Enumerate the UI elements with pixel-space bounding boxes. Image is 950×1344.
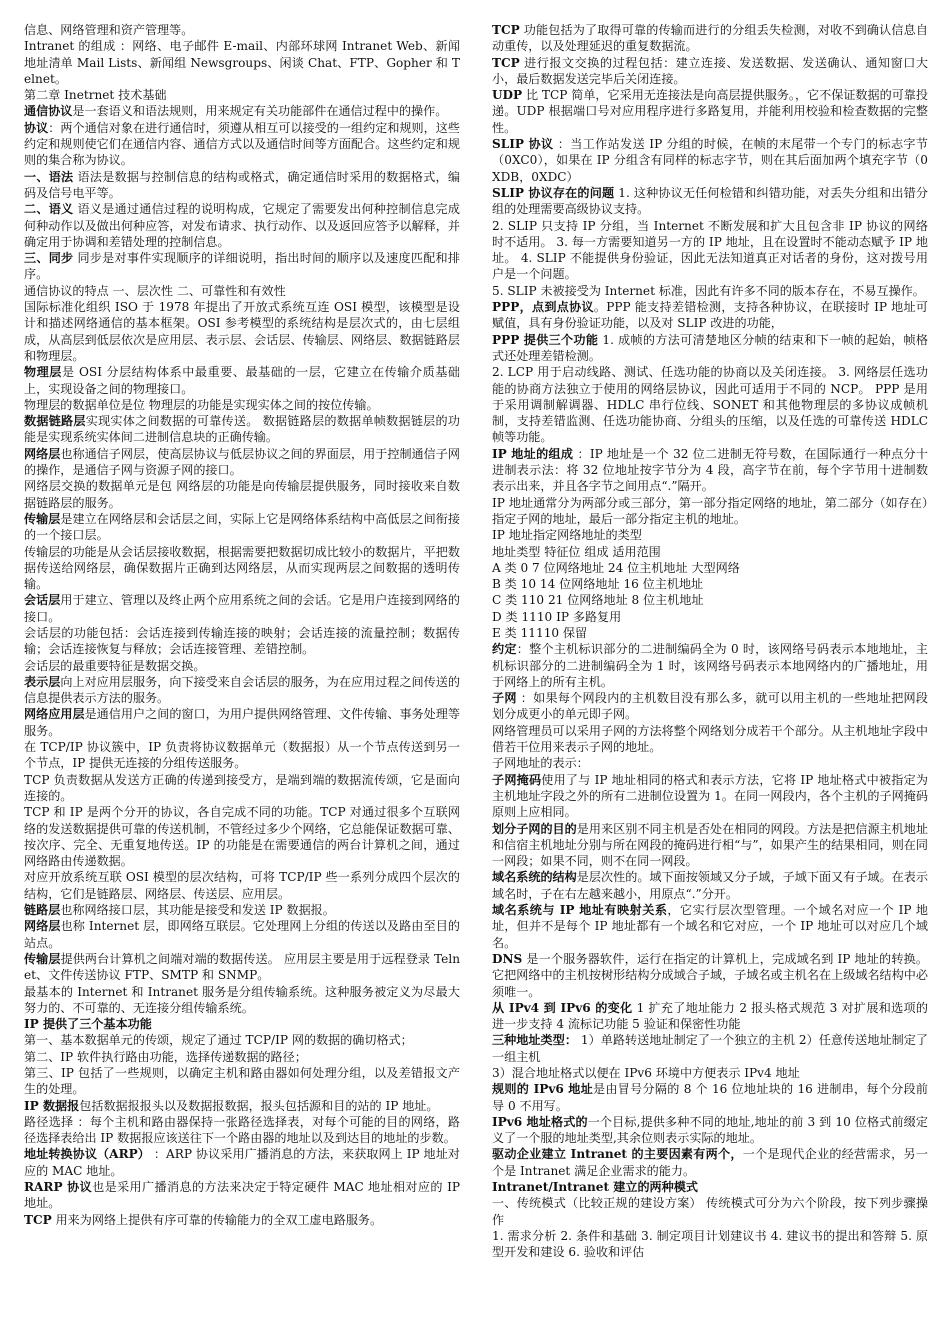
paragraph-text: C 类 110 21 位网络地址 8 位主机地址 xyxy=(492,593,704,608)
paragraph xyxy=(24,592,460,625)
paragraph xyxy=(24,1212,460,1228)
paragraph xyxy=(24,103,460,119)
paragraph xyxy=(492,1081,928,1114)
bold-term: 会话层 xyxy=(24,593,61,608)
paragraph-text: 是一个服务器软件，运行在指定的计算机上，完成域名到 IP 地址的转换。它把网络中的主机按树形结构分成域合子域，子域名或主机名在上级域名结构中必须唯一。 xyxy=(492,951,928,999)
paragraph xyxy=(24,299,460,364)
paragraph-text: 也是采用广播消息的方法来决定于特定硬件 MAC 地址相对应的 IP 地址。 xyxy=(24,1180,460,1211)
paragraph xyxy=(24,1146,460,1179)
paragraph-text: ：如果每个网段内的主机数目没有那么多，就可以用主机的一些地址把网段划分成更小的单元即子网。 xyxy=(492,691,928,722)
paragraph-text: TCP 负责数据从发送方正确的传递到接受方，是端到端的数据流传颂，它是面向连接的。 xyxy=(24,772,460,803)
paragraph xyxy=(24,169,460,202)
paragraph xyxy=(24,869,460,902)
paragraph xyxy=(492,218,928,283)
paragraph xyxy=(24,87,460,103)
paragraph xyxy=(492,772,928,821)
paragraph-text: 是由冒号分隔的 8 个 16 位地址块的 16 进制串，每个分段前导 0 不用写。 xyxy=(492,1082,928,1113)
bold-term: 物理层 xyxy=(24,365,62,380)
bold-term: 域名系统的结构 xyxy=(492,870,577,885)
paragraph xyxy=(492,55,928,88)
bold-term: 规则的 IPv6 地址 xyxy=(492,1082,593,1097)
paragraph-text: 实现实体之间数据的可靠传送。 数据链路层的数据单帧数据链层的功能是实现系统实体间二进制信息块的正确传输。 xyxy=(24,414,460,445)
bold-term: Intranet/Intranet 建立的两种模式 xyxy=(492,1180,698,1195)
paragraph xyxy=(24,413,460,446)
paragraph xyxy=(24,511,460,544)
bold-term: 传输层 xyxy=(24,951,61,966)
paragraph-text: 通信协议的特点 一、层次性 二、可靠性和有效性 xyxy=(24,283,286,298)
paragraph xyxy=(492,592,928,608)
paragraph-text: 最基本的 Internet 和 Intranet 服务是分组传输系统。这种服务被定义为尽最大努力的、不可靠的、无连接分组传输系统。 xyxy=(24,984,460,1015)
paragraph xyxy=(492,136,928,185)
paragraph-text: 提供两台计算机之间端对端的数据传送。 应用层主要是用于远程登录 Telnet、文件传送协议 FTP、SMTP 和 SNMP。 xyxy=(24,951,460,983)
paragraph-text: 是一套语义和语法规则，用来规定有关功能部件在通信过程中的操作。 xyxy=(72,104,448,119)
bold-term: 通信协议 xyxy=(24,104,73,119)
bold-term: RARP 协议 xyxy=(24,1180,93,1195)
paragraph-text: ：IP 地址是一个 32 位二进制无符号数，在国际通行一种点分十进制表示法：将 32 位地址按字节分为 4 段，高字节在前，每个字节用十进制数表示出来，并且各字节之间用点“.”隔开。 xyxy=(492,446,928,494)
paragraph-text: 语法是数据与控制信息的结构或格式，确定通信时采用的数据格式，编码及信号电平等。 xyxy=(24,169,460,200)
bold-term: 驱动企业建立 Intranet 的主要因素有两个， xyxy=(492,1147,743,1162)
bold-term: IP 提供了三个基本功能 xyxy=(24,1017,152,1032)
paragraph-text: 是通信用户之间的窗口，为用户提供网络管理、文件传输、事务处理等服务。 xyxy=(24,707,460,738)
bold-term: 协议 xyxy=(24,120,49,135)
paragraph-text: IP 地址通常分为两部分或三部分，第一部分指定网络的地址，第二部分（如存在）指定子网的地址，最后一部分指定主机的地址。 xyxy=(492,495,928,526)
paragraph-text: 5. SLIP 未被接受为 Internet 标准，因此有许多不同的版本存在，不易互操作。 xyxy=(492,283,925,298)
paragraph xyxy=(492,1114,928,1147)
paragraph-text: 包括数据报报头以及数据报数据，报头包括源和目的站的 IP 地址。 xyxy=(79,1098,439,1113)
paragraph xyxy=(492,527,928,543)
bold-term: 表示层 xyxy=(24,674,61,689)
paragraph xyxy=(24,1179,460,1212)
bold-term: TCP xyxy=(24,1212,52,1227)
bold-term: IPv6 地址格式的 xyxy=(492,1114,588,1129)
paragraph xyxy=(492,283,928,299)
paragraph-text: 1 扩充了地址能力 2 报头格式规范 3 对扩展和选项的进一步支持 4 流标记功能 5 验证和保密性功能 xyxy=(492,1000,928,1032)
paragraph xyxy=(24,772,460,805)
paragraph-text: 1）单路转送地址制定了一个独立的主机 2）任意传送地址制定了一组主机 xyxy=(492,1033,928,1064)
paragraph xyxy=(492,1195,928,1228)
paragraph-text: 1. 需求分析 2. 条件和基础 3. 制定项目计划建议书 4. 建议书的提出和答辩 5. 原型开发和建设 6. 验收和评估 xyxy=(492,1228,928,1260)
paragraph xyxy=(492,576,928,592)
paragraph-text: ：两个通信对象在进行通信时，须遵从相互可以接受的一组约定和规则，这些约定和规则使它们在通信内容、通信方式以及通信时间等方面配合。这些约定和规则的集合称为协议。 xyxy=(24,120,460,168)
paragraph xyxy=(24,1065,460,1098)
paragraph xyxy=(24,658,460,674)
paragraph-text: 一个是现代企业的经营需求，另一个是 Intranet 满足企业需求的能力。 xyxy=(492,1147,928,1178)
paragraph xyxy=(492,609,928,625)
paragraph-text: 第三、IP 包括了一些规则，以确定主机和路由器如何处理分组，以及差错报文产生的处理。 xyxy=(24,1066,460,1097)
paragraph-text: 第二章 Inetrnet 技术基础 xyxy=(24,88,167,103)
paragraph xyxy=(492,364,928,445)
bold-term: 三种地址类型： xyxy=(492,1033,577,1048)
paragraph-text: IP 地址指定网络地址的类型 xyxy=(492,528,642,543)
paragraph xyxy=(24,804,460,869)
paragraph-text: 传输层的功能是从会话层接收数据，根据需要把数据切成比较小的数据片，平把数据传送给网络层，确保数据片正确到达网络层，从而实现两层之间数据的透明传输。 xyxy=(24,544,460,592)
paragraph xyxy=(492,641,928,690)
paragraph-text: 在 TCP/IP 协议簇中，IP 负责将协议数据单元（数据报）从一个节点传送到另一个节点，IP 提供无连接的分组传送服务。 xyxy=(24,740,460,771)
bold-term: 域名系统与 IP 地址有映射关系 xyxy=(492,903,668,918)
paragraph-text: 语义是通过通信过程的说明构成，它规定了需要发出何种控制信息完成何种动作以及做出何种应答，对发布请求、执行动作、以及返回应答予以解释，并确定用于协调和差错处理的控制信息。 xyxy=(24,202,460,249)
paragraph xyxy=(24,38,460,87)
left-column xyxy=(24,22,460,1228)
bold-term: 划分子网的目的 xyxy=(492,821,577,836)
paragraph-text: 进行报文交换的过程包括：建立连接、发送数据、发送确认、通知窗口大小，最后数据发送完毕后关闭连接。 xyxy=(492,55,928,86)
paragraph xyxy=(492,495,928,528)
bold-term: 数据链路层 xyxy=(24,414,86,429)
paragraph xyxy=(24,446,460,479)
paragraph xyxy=(24,364,460,397)
paragraph xyxy=(492,299,928,332)
paragraph-text: 一、传统模式（比较正规的建设方案） 传统模式可分为六个阶段，按下列步骤操作 xyxy=(492,1196,928,1227)
paragraph-text: 地址类型 特征位 组成 适用范围 xyxy=(492,544,661,559)
paragraph xyxy=(24,951,460,984)
paragraph xyxy=(492,951,928,1000)
paragraph xyxy=(24,984,460,1017)
paragraph xyxy=(492,1032,928,1065)
paragraph xyxy=(24,544,460,593)
paragraph xyxy=(24,201,460,250)
paragraph-text: 国际标准化组织 ISO 于 1978 年提出了开放式系统互连 OSI 模型，该模型是设计和描述网络通信的基本框架。OSI 参考模型的系统结构是层次式的，由七层组成，从高层到低层依次是应用层、表示层、会话层、传输层、网络层、数据链路层和物理层。 xyxy=(24,300,460,363)
bold-term: TCP xyxy=(492,23,520,37)
paragraph xyxy=(24,250,460,283)
paragraph-text: ：整个主机标识部分的二进制编码全为 0 时，该网络号码表示本地地址，主机标识部分的二进制编码全为 1 时，该网络号码表示本地网络内的广播地址，用于网络上的所有主机。 xyxy=(492,642,928,689)
paragraph xyxy=(492,690,928,723)
bold-term: 网络层 xyxy=(24,919,61,934)
paragraph xyxy=(492,625,928,641)
paragraph xyxy=(24,283,460,299)
paragraph xyxy=(492,821,928,870)
paragraph-text: B 类 10 14 位网络地址 16 位主机地址 xyxy=(492,577,704,592)
paragraph xyxy=(492,446,928,495)
paragraph-text: 用于建立、管理以及终止两个应用系统之间的会话。它是用户连接到网络的接口。 xyxy=(24,593,460,624)
paragraph-text: 对应开放系统互联 OSI 模型的层次结构，可将 TCP/IP 些一系列分成四个层次的结构，它们是链路层、网络层、传送层、应用层。 xyxy=(24,870,460,901)
paragraph xyxy=(492,185,928,218)
paragraph xyxy=(492,22,928,55)
paragraph-text: E 类 11110 保留 xyxy=(492,625,588,640)
bold-term: SLIP 协议存在的问题 xyxy=(492,185,615,200)
bold-term: PPP，点到点协议 xyxy=(492,300,594,315)
bold-term: 二、语义 xyxy=(24,202,74,217)
paragraph-text: 。PPP 能支持差错检测，支持各种协议，在联接时 IP 地址可赋值，具有身份验证功能，以及对 SLIP 改进的功能， xyxy=(492,300,928,331)
bold-term: IP 数据报 xyxy=(24,1098,80,1113)
bold-term: PPP 提供三个功能 xyxy=(492,332,599,347)
paragraph-text: ：当工作站发送 IP 分组的时候，在帧的末尾带一个专门的标志字节（0XC0），如果在 IP 分组含有同样的标志字节，则在其后面加两个填充字节（0XDB，0XDC） xyxy=(492,137,928,184)
right-column xyxy=(492,22,928,1261)
paragraph-text: 使用了与 IP 地址相同的格式和表示方法，它将 IP 地址格式中被指定为主机地址字段之外的所有二进制位设置为 1。在同一网段内，各个主机的子网掩码原则上应相同。 xyxy=(492,772,928,820)
paragraph-text: 功能包括为了取得可靠的传输而进行的分组丢失检测，对收不到确认信息自动重传，以及处理延迟的重复数据流。 xyxy=(492,23,928,54)
paragraph-text: Intranet 的组成 ：网络、电子邮件 E-mail、内部环球网 Intranet Web、新闻地址清单 Mail Lists、新闻组 Newsgroups、闲谈 Chat、FTP、Gopher 和 Telnet。 xyxy=(24,39,460,86)
paragraph xyxy=(24,902,460,918)
paragraph-text: 网络管理员可以采用子网的方法将整个网络划分成若干个部分。从主机地址字段中借若干位用来表示子网的地址。 xyxy=(492,723,928,755)
paragraph-text: 一个目标,提供多种不同的地址,地址的前 3 到 10 位格式前缀定义了一个服的地址类型,其余位则表示实际的地址。 xyxy=(492,1114,928,1146)
paragraph-text: 2. LCP 用于启动线路、测试、任选功能的协商以及关闭连接。 3. 网络层任选功能的协商方法独立于使用的网络层协议，因此可适用于不同的 NCP。 PPP 是用于采用调制解调器、HDLC 串行位线、SONET 和其他物理层的多协议成帧机制，支持差错监测、任选功能协商、分组头的压缩，以及任选的可靠传送 HDLC 帧等功能。 xyxy=(492,365,928,445)
paragraph-text: 也称网络接口层，其功能是接受和发送 IP 数据报。 xyxy=(60,903,335,918)
bold-term: 三、同步 xyxy=(24,251,74,266)
paragraph-text: 是建立在网络层和会话层之间，实际上它是网络体系结构中高低层之间衔接的一个接口层。 xyxy=(24,511,460,543)
paragraph xyxy=(24,478,460,511)
paragraph xyxy=(24,918,460,951)
bold-term: TCP xyxy=(492,55,520,70)
paragraph-text: TCP 和 IP 是两个分开的协议，各自完成不同的功能。TCP 对通过很多个互联网络的发送数据提供可靠的传送机制，不管经过多少个网络，它总能保证数据可靠、按次序、完全、无重复地传送。IP 的功能是在需要通信的两台计算机之间，通过网络路由传递数据。 xyxy=(24,805,460,869)
paragraph xyxy=(24,706,460,739)
paragraph xyxy=(492,1179,928,1195)
bold-term: 约定 xyxy=(492,642,517,657)
paragraph xyxy=(24,1032,460,1048)
paragraph xyxy=(492,87,928,136)
bold-term: 地址转换协议（ARP） xyxy=(24,1147,150,1162)
paragraph xyxy=(492,332,928,365)
paragraph xyxy=(492,723,928,756)
paragraph-text: 向上对应用层服务，向下接受来自会话层的服务，为在应用过程之间传送的信息提供表示方法的服务。 xyxy=(24,674,460,706)
paragraph-text: 也称通信子网层，使高层协议与低层协议之间的界面层，用于控制通信子网的操作，是通信子网与资源子网的接口。 xyxy=(24,446,460,478)
paragraph xyxy=(492,1146,928,1179)
paragraph xyxy=(492,560,928,576)
paragraph xyxy=(24,625,460,658)
paragraph-text: 路径选择 ：每个主机和路由器保持一张路径选择表，对每个可能的目的网络，路径选择表给出 IP 数据报应该送往下一个路由器的地址以及到达目的地址的步数。 xyxy=(24,1114,460,1146)
paragraph xyxy=(24,22,460,38)
bold-term: 一、语法 xyxy=(24,169,74,184)
paragraph-text: 物理层的数据单位是位 物理层的功能是实现实体之间的按位传输。 xyxy=(24,397,379,412)
paragraph xyxy=(492,869,928,902)
bold-term: 从 IPv4 到 IPv6 的变化 xyxy=(492,1000,633,1015)
paragraph-text: 信息、网络管理和资产管理等。 xyxy=(24,23,194,37)
paragraph-text: 会话层的功能包括：会话连接到传输连接的映射；会话连接的流量控制；数据传输；会话连接恢复与释放；会话连接管理、差错控制。 xyxy=(24,625,460,657)
paragraph-text: 1. 成帧的方法可清楚地区分帧的结束和下一帧的起始，帧格式还处理差错检测。 xyxy=(492,332,928,363)
paragraph-text: 2. SLIP 只支持 IP 分组，当 Internet 不断发展和扩大且包含非 IP 协议的网络时不适用。 3. 每一方需要知道另一方的 IP 地址，且在设置时不能动态赋予 IP 地址。 4. SLIP 不能提供身份验证，因此无法知道真正对话者的身份，这对拨号用户是一个问题。 xyxy=(492,218,928,282)
paragraph-text: ，它实行层次型管理。一个域名对应一个 IP 地址，但并不是每个 IP 地址都有一个域名和它对应，一个 IP 地址可以对应几个域名。 xyxy=(492,903,928,950)
paragraph xyxy=(24,120,460,169)
paragraph-text: 同步是对事件实现顺序的详细说明，指出时间的顺序以及速度匹配和排序。 xyxy=(24,251,460,282)
bold-term: DNS xyxy=(492,951,523,966)
paragraph-text: A 类 0 7 位网络地址 24 位主机地址 大型网络 xyxy=(492,560,740,575)
bold-term: 子网掩码 xyxy=(492,772,542,787)
paragraph-text: D 类 1110 IP 多路复用 xyxy=(492,609,622,624)
paragraph xyxy=(24,1114,460,1147)
paragraph xyxy=(24,739,460,772)
paragraph xyxy=(24,1049,460,1065)
paragraph-text: 网络层交换的数据单元是包 网络层的功能是向传输层提供服务，同时接收来自数据链路层的服务。 xyxy=(24,479,460,510)
bold-term: UDP xyxy=(492,88,523,103)
paragraph xyxy=(24,1016,460,1032)
bold-term: 子网 xyxy=(492,691,517,706)
paragraph xyxy=(492,1000,928,1033)
paragraph-text: 用来为网络上提供有序可靠的传输能力的全双工虚电路服务。 xyxy=(51,1212,383,1227)
paragraph-text: 子网地址的表示： xyxy=(492,756,589,771)
paragraph-text: 会话层的最重要特征是数据交换。 xyxy=(24,658,206,673)
paragraph xyxy=(492,902,928,951)
bold-term: 网络应用层 xyxy=(24,707,85,722)
paragraph-text: 也称 Internet 层，即网络互联层。它处理网上分组的传送以及路由至目的站点。 xyxy=(24,919,460,950)
paragraph xyxy=(24,397,460,413)
paragraph-text: 是 OSI 分层结构体系中最重要、最基础的一层，它建立在传输介质基础上，实现设备之间的物理接口。 xyxy=(24,365,460,396)
paragraph-text: 是用来区别不同主机是否处在相同的网段。方法是把信源主机地址和信宿主机地址分别与所在网段的掩码进行相“与”，如果产生的结果相同，则在同一网段；如果不同，则不在同一网段。 xyxy=(492,821,928,869)
paragraph-text: 3）混合地址格式以便在 IPv6 环境中方便表示 IPv4 地址 xyxy=(492,1066,800,1080)
bold-term: 网络层 xyxy=(24,446,61,461)
paragraph xyxy=(492,755,928,771)
paragraph-text: 第二、IP 软件执行路由功能，选择传递数据的路径； xyxy=(24,1049,307,1064)
paragraph xyxy=(492,544,928,560)
bold-term: SLIP 协议 xyxy=(492,137,554,152)
paragraph-text: 比 TCP 简单，它采用无连接法是向高层提供服务。，它不保证数据的可靠投递。UDP 根据端口号对应用程序进行多路复用，并能利用校验和检查数据的完整性。 xyxy=(492,88,928,135)
bold-term: 链路层 xyxy=(24,903,61,918)
paragraph-text: 1. 这种协议无任何检错和纠错功能，对丢失分组和出错分组的处理需要高级协议支持。 xyxy=(492,185,928,217)
paragraph xyxy=(492,1228,928,1261)
paragraph-text: 第一、基本数据单元的传颂，规定了通过 TCP/IP 网的数据的确切格式； xyxy=(24,1033,413,1048)
paragraph xyxy=(24,1098,460,1114)
paragraph xyxy=(24,674,460,707)
bold-term: IP 地址的组成 xyxy=(492,446,574,461)
paragraph-text: ：ARP 协议采用广播消息的方法，来获取网上 IP 地址对应的 MAC 地址。 xyxy=(24,1147,460,1178)
paragraph-text: 是层次性的。域下面按领域又分子域，子域下面又有子域。在表示域名时，子在右左越来越小，用原点“.”分开。 xyxy=(492,870,928,901)
paragraph xyxy=(492,1065,928,1081)
bold-term: 传输层 xyxy=(24,511,61,526)
